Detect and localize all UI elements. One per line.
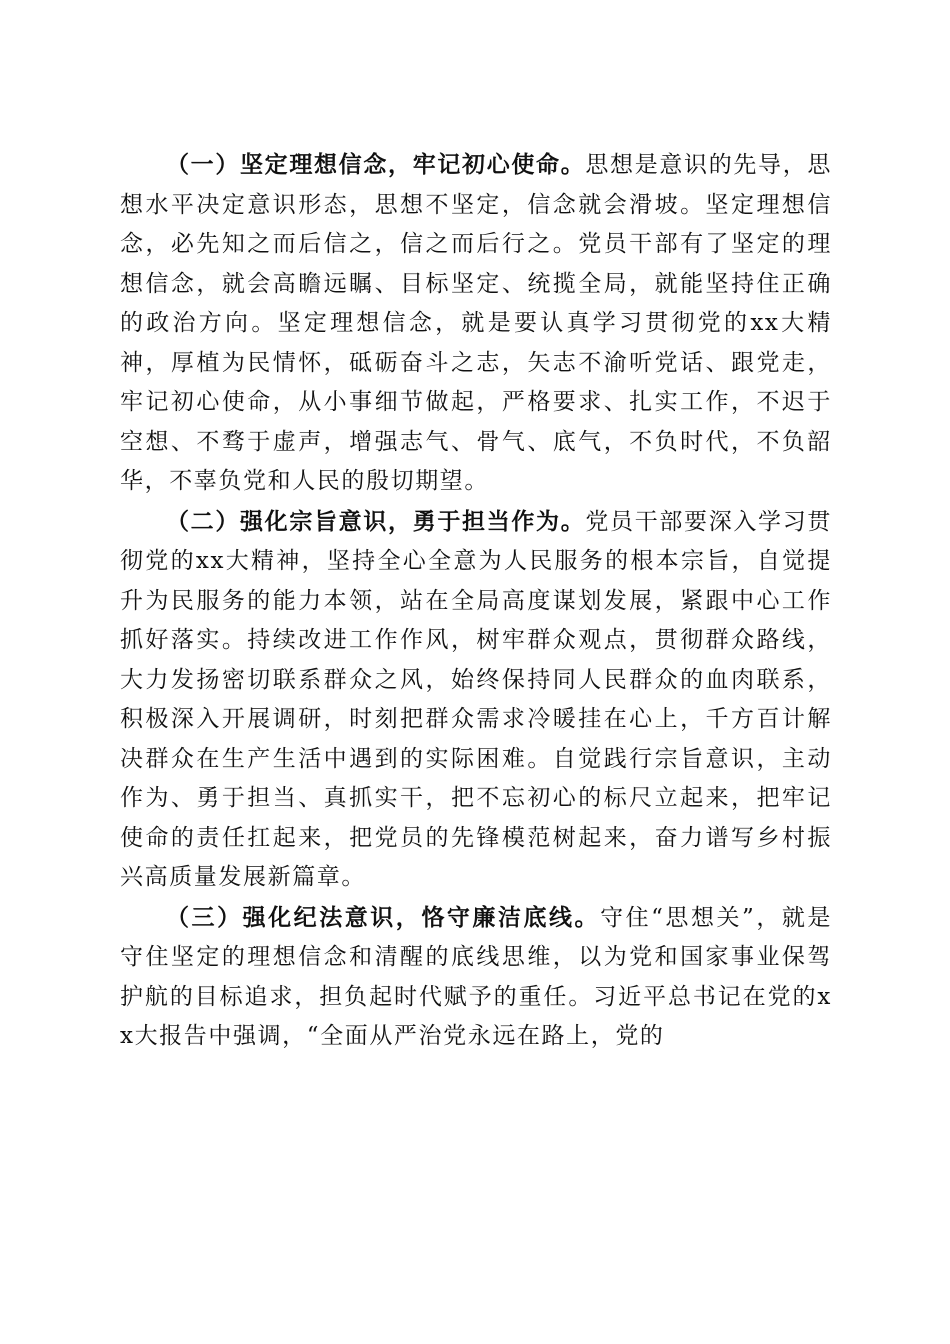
paragraph-1-heading: （一）坚定理想信念，牢记初心使命。 xyxy=(166,151,586,178)
paragraph-3-body: 守住“思想关”，就是守住坚定的理想信念和清醒的底线思维，以为党和国家事业保驾护航的目标追求，担负起时代赋予的重任。习近平总书记在党的xx大报告中强调，“全面从严治党永远在路上，党的 xyxy=(120,904,832,1049)
paragraph-3-heading: （三）强化纪法意识，恪守廉洁底线。 xyxy=(166,903,601,931)
paragraph-2-heading: （二）强化宗旨意识，勇于担当作为。 xyxy=(166,507,586,535)
paragraph-2 xyxy=(120,502,832,898)
paragraph-1 xyxy=(120,145,832,502)
paragraph-3 xyxy=(120,898,832,1057)
paragraph-2-body: 党员干部要深入学习贯彻党的xx大精神，坚持全心全意为人民服务的根本宗旨，自觉提升为民服务的能力本领，站在全局高度谋划发展，紧跟中心工作抓好落实。持续改进工作作风，树牢群众观点，贯彻群众路线，大力发扬密切联系群众之风，始终保持同人民群众的血肉联系，积极深入开展调研，时刻把群众需求冷暖挂在心上，千方百计解决群众在生产生活中遇到的实际困难。自觉践行宗旨意识，主动作为、勇于担当、真抓实干，把不忘初心的标尺立起来，把牢记使命的责任扛起来，把党员的先锋模范树起来，奋力谱写乡村振兴高质量发展新篇章。 xyxy=(120,508,832,890)
document-body xyxy=(120,145,832,1057)
paragraph-1-body: 思想是意识的先导，思想水平决定意识形态，思想不坚定，信念就会滑坡。坚定理想信念，必先知之而后信之，信之而后行之。党员干部有了坚定的理想信念，就会高瞻远瞩、目标坚定、统揽全局，就能坚持住正确的政治方向。坚定理想信念，就是要认真学习贯彻党的xx大精神，厚植为民情怀，砥砺奋斗之志，矢志不渝听党话、跟党走，牢记初心使命，从小事细节做起，严格要求、扎实工作，不迟于空想、不骛于虚声，增强志气、骨气、底气，不负时代，不负韶华，不辜负党和人民的殷切期望。 xyxy=(120,152,832,494)
